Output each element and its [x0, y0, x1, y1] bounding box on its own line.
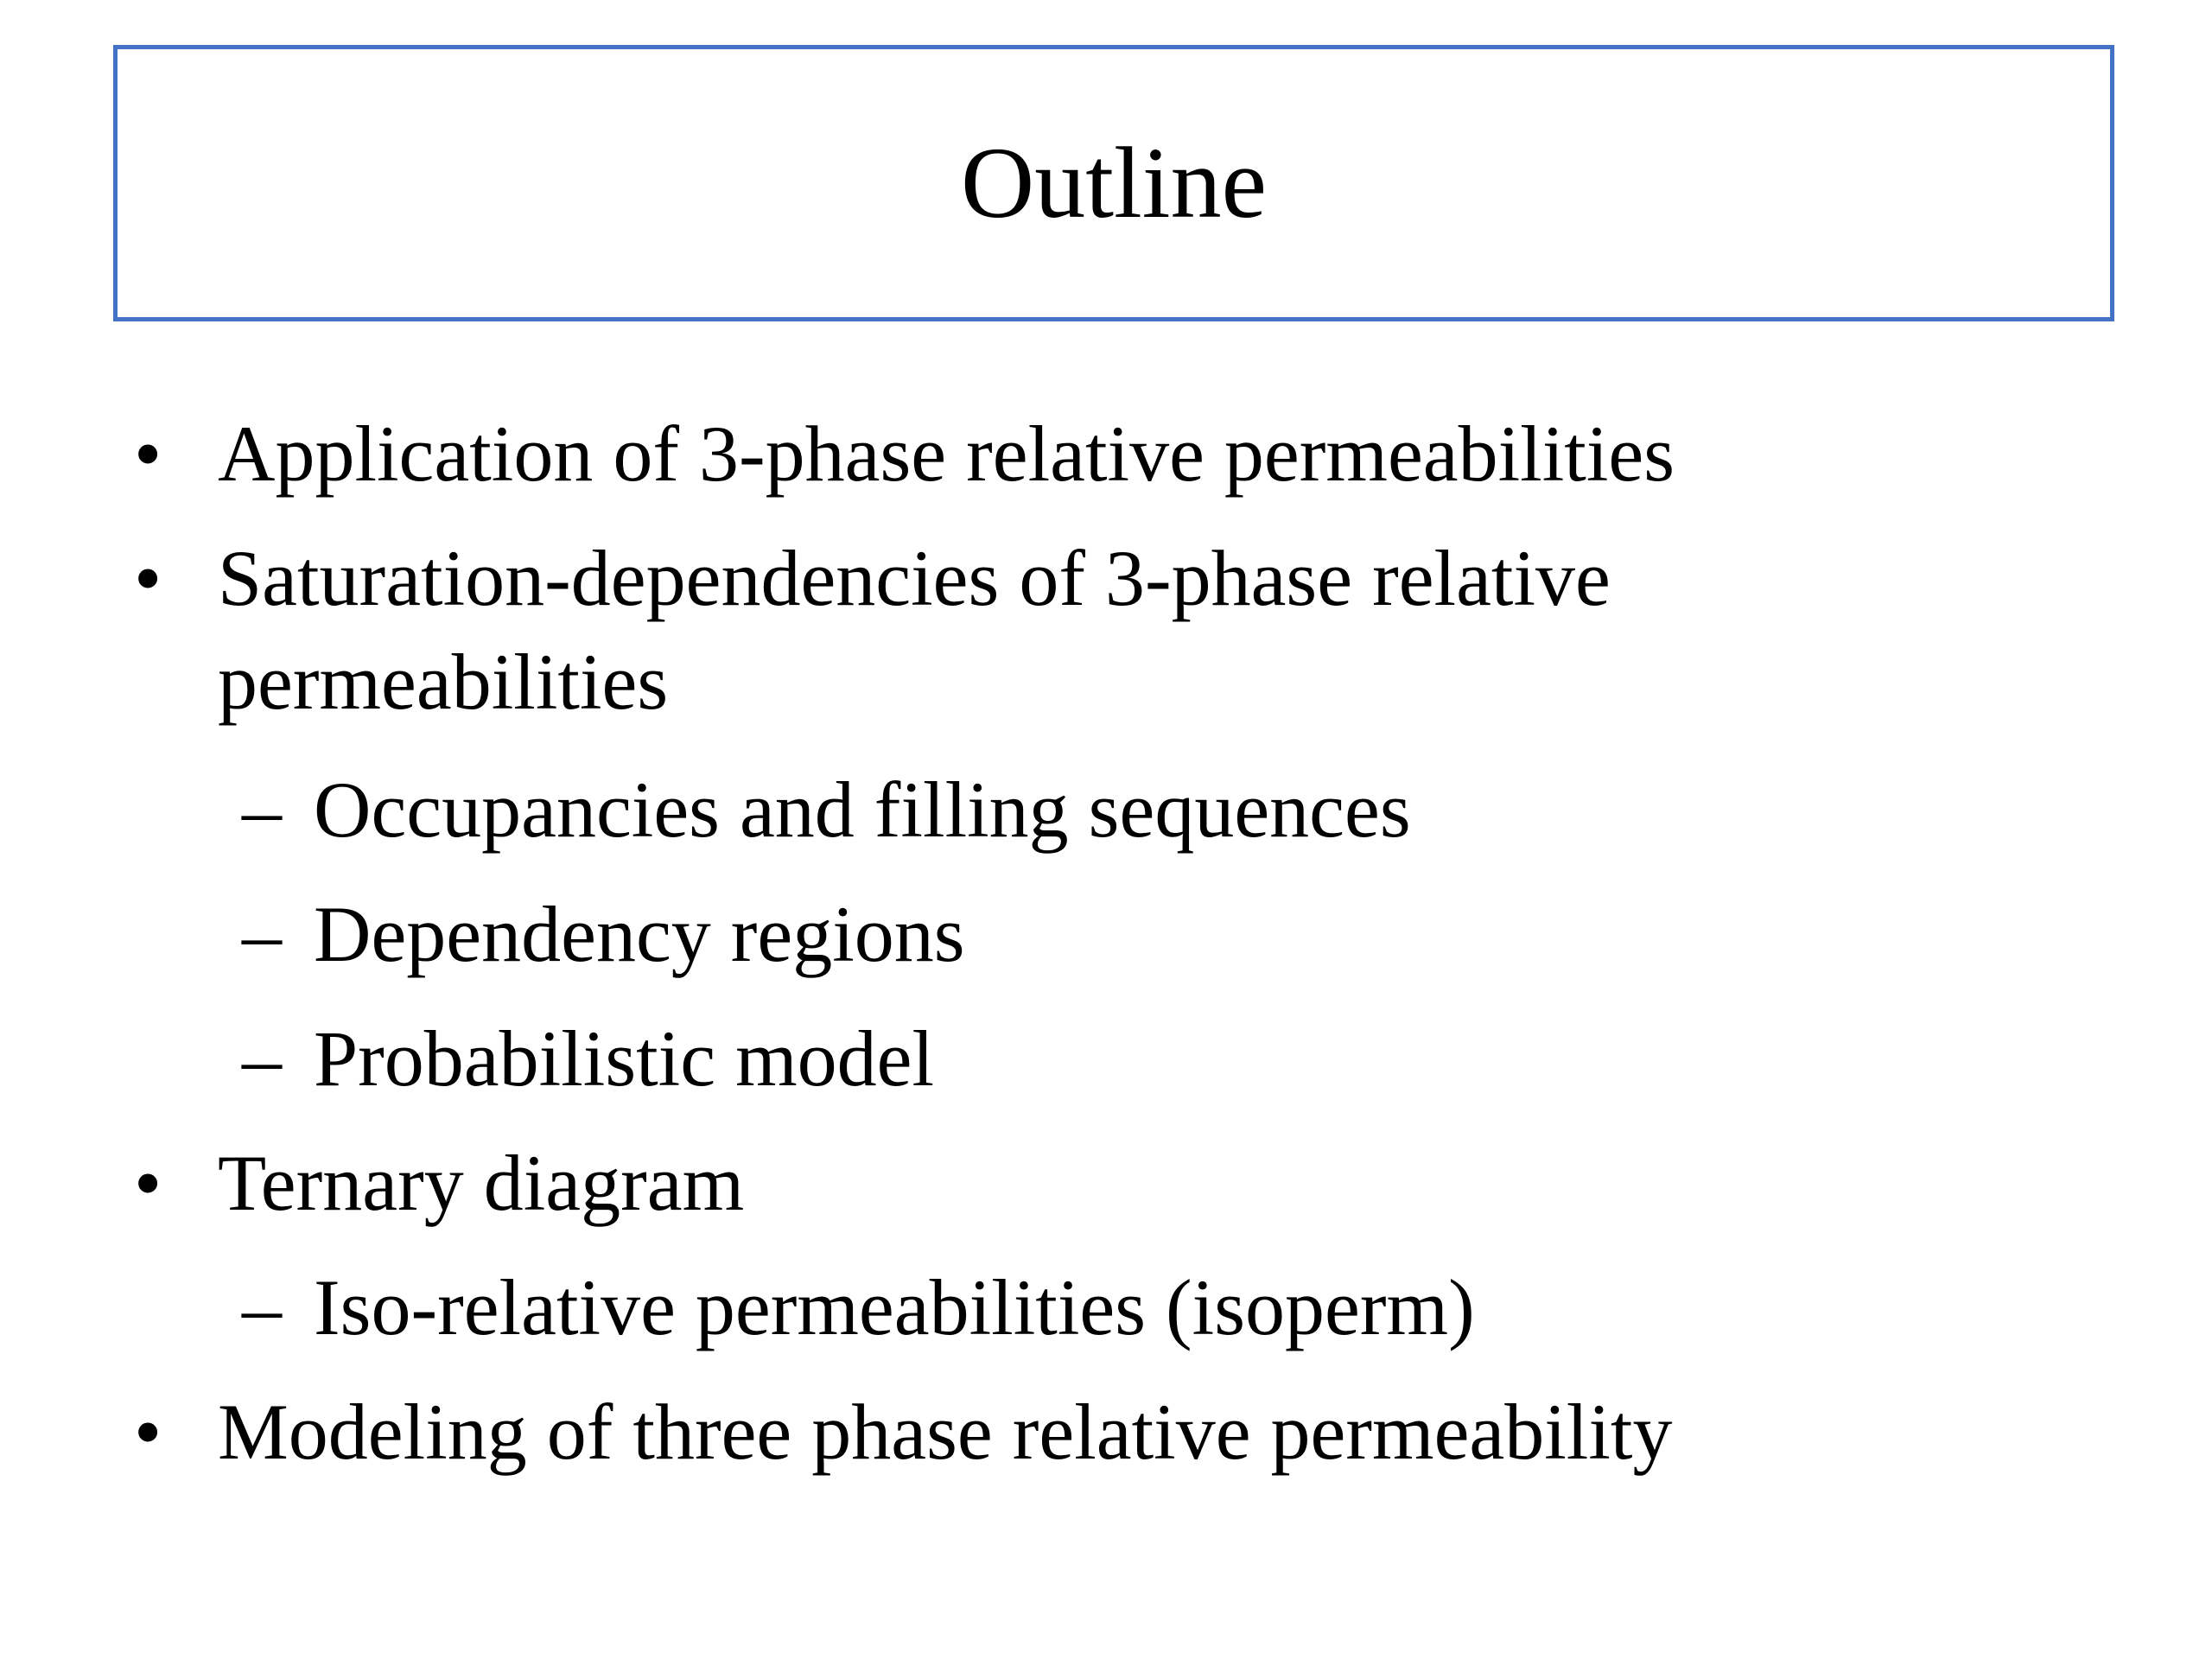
- dash-icon: –: [242, 1014, 282, 1103]
- bullet-icon: •: [134, 410, 162, 498]
- bullet-icon: •: [134, 1388, 162, 1476]
- dash-icon: –: [242, 766, 282, 854]
- bullet-item-3: Ternary diagram: [218, 1139, 745, 1227]
- bullet-item-4: Modeling of three phase relative permeability: [218, 1388, 1673, 1476]
- sub-item-isoperm: Iso-relative permeabilities (isoperm): [314, 1263, 1475, 1351]
- sub-item-occupancies: Occupancies and filling sequences: [314, 766, 1411, 854]
- bullet-icon: •: [134, 534, 162, 622]
- sub-item-probabilistic-model: Probabilistic model: [314, 1014, 935, 1103]
- dash-icon: –: [242, 890, 282, 978]
- bullet-item-1: Application of 3-phase relative permeabilities: [218, 410, 1675, 498]
- dash-icon: –: [242, 1263, 282, 1351]
- bullet-icon: •: [134, 1139, 162, 1227]
- slide-title: Outline: [961, 126, 1267, 239]
- sub-item-dependency-regions: Dependency regions: [314, 890, 965, 978]
- bullet-item-2-line2: permeabilities: [218, 638, 669, 726]
- bullet-item-2-line1: Saturation-dependencies of 3-phase relative: [218, 534, 1611, 622]
